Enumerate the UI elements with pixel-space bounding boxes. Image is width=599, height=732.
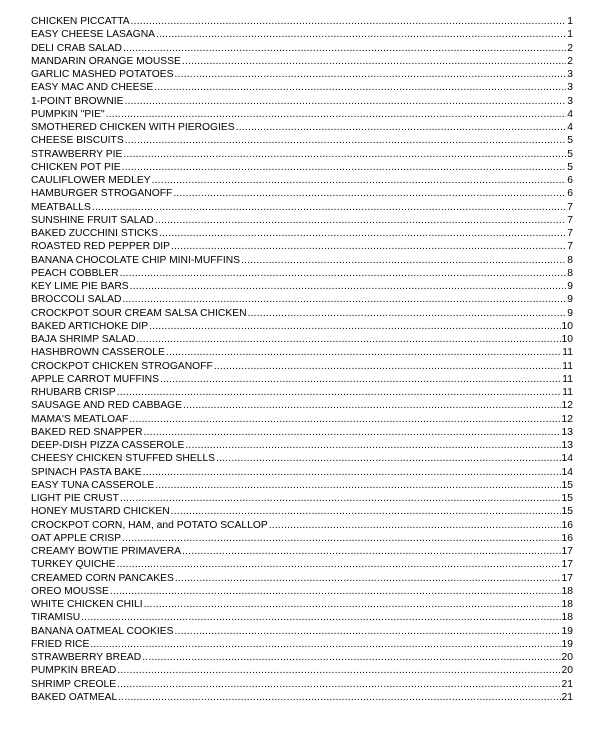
toc-entry-page-number: 12 [561,400,573,412]
toc-entry-page-number: 3 [567,69,573,80]
toc-entry [31,545,573,558]
toc-entry-title: HONEY MUSTARD CHICKEN [31,506,170,518]
toc-entry-title: PUMPKIN BREAD [31,665,117,677]
toc-entry-page-number: 16 [561,519,573,531]
dot-leader [155,479,560,492]
toc-entry-page-number: 18 [561,599,573,610]
dot-leader [110,585,561,598]
toc-entry-title: BANANA OATMEAL COOKIES [31,625,174,637]
toc-entry-title: STRAWBERRY PIE [31,148,123,160]
toc-entry-title: TIRAMISU [31,612,81,624]
toc-entry [31,187,573,200]
toc-entry-title: EASY TUNA CASSEROLE [31,479,155,491]
dot-leader [117,386,562,399]
toc-entry [31,439,573,452]
toc-entry-title: RHUBARB CRISP [31,387,116,398]
toc-entry-page-number: 20 [561,652,573,663]
toc-entry-title: MAMA'S MEATLOAF [31,413,129,425]
dot-leader [120,267,567,280]
dot-leader [155,214,566,227]
toc-entry [31,174,573,187]
toc-entry-page-number: 2 [567,42,573,54]
dot-leader [174,625,560,638]
toc-entry-page-number: 14 [561,466,573,478]
dot-leader [130,280,567,293]
dot-leader [174,68,566,81]
toc-entry-title: CHICKEN POT PIE [31,161,121,173]
dot-leader [122,293,566,306]
toc-entry-title: CROCKPOT SOUR CREAM SALSA CHICKEN [31,307,247,319]
toc-entry [31,611,573,624]
toc-entry [31,638,573,651]
dot-leader [182,545,560,558]
toc-entry-title: EASY MAC AND CHEESE [31,82,154,94]
toc-entry-page-number: 13 [561,426,573,438]
toc-entry-page-number: 15 [561,479,573,491]
toc-entry-title: CAULIFLOWER MEDLEY [31,175,151,186]
toc-entry [31,452,573,465]
toc-entry-title: SMOTHERED CHICKEN WITH PIEROGIES [31,122,235,133]
toc-entry-title: WHITE CHICKEN CHILI [31,599,143,610]
toc-entry-title: OAT APPLE CRISP [31,532,122,544]
toc-entry-title: DEEP-DISH PIZZA CASSEROLE [31,440,185,451]
toc-entry-title: HAMBURGER STROGANOFF [31,188,173,200]
toc-entry-title: CHEESY CHICKEN STUFFED SHELLS [31,453,216,465]
toc-entry [31,413,573,426]
toc-entry-page-number: 8 [567,254,573,266]
toc-entry-title: STRAWBERRY BREAD [31,652,142,663]
toc-entry-page-number: 3 [567,82,573,94]
toc-entry-page-number: 6 [567,188,573,200]
toc-entry [31,214,573,227]
toc-entry-page-number: 7 [567,228,573,239]
toc-entry [31,267,573,280]
dot-leader [241,254,566,267]
dot-leader [160,373,561,386]
dot-leader [144,426,561,439]
toc-entry [31,68,573,81]
toc-entry-page-number: 7 [567,201,573,213]
toc-entry-title: LIGHT PIE CRUST [31,493,119,504]
toc-entry [31,95,573,108]
dot-leader [214,360,562,373]
dot-leader [123,42,566,55]
toc-entry [31,293,573,306]
toc-entry-page-number: 7 [567,214,573,226]
dot-leader [125,134,567,147]
toc-entry [31,519,573,532]
dot-leader [216,452,560,465]
toc-entry-title: MANDARIN ORANGE MOUSSE [31,55,181,67]
toc-entry-page-number: 18 [561,612,573,624]
table-of-contents [31,15,573,704]
toc-entry-page-number: 19 [561,638,573,650]
dot-leader [182,55,566,68]
dot-leader [120,492,561,505]
toc-entry [31,691,573,704]
toc-entry [31,280,573,293]
toc-entry [31,28,573,41]
toc-entry-page-number: 7 [567,241,573,253]
dot-leader [173,187,566,200]
toc-entry [31,651,573,664]
dot-leader [171,240,566,253]
dot-leader [123,148,566,161]
dot-leader [248,307,567,320]
dot-leader [269,519,561,532]
dot-leader [152,174,567,187]
dot-leader [236,121,567,134]
toc-entry [31,201,573,214]
toc-entry-page-number: 16 [561,532,573,544]
toc-entry [31,55,573,68]
toc-entry [31,227,573,240]
toc-entry-title: BAKED RED SNAPPER [31,426,143,438]
dot-leader [183,399,560,412]
toc-entry [31,360,573,373]
toc-entry-page-number: 9 [567,307,573,319]
toc-entry-page-number: 17 [561,559,573,571]
dot-leader [175,572,561,585]
toc-entry-page-number: 4 [567,108,573,120]
dot-leader [171,505,561,518]
toc-entry-title: OREO MOUSSE [31,585,109,597]
toc-entry [31,307,573,320]
toc-entry-title: SUNSHINE FRUIT SALAD [31,214,154,226]
toc-entry-title: BAKED ZUCCHINI STICKS [31,228,159,239]
toc-entry-page-number: 5 [567,148,573,160]
toc-entry-page-number: 13 [561,440,573,451]
toc-entry [31,505,573,518]
toc-entry-page-number: 21 [561,691,573,703]
toc-entry-title: EASY CHEESE LASAGNA [31,29,155,41]
toc-entry-page-number: 9 [567,294,573,306]
toc-entry-title: CHICKEN PICCATTA [31,16,130,27]
toc-entry [31,386,573,399]
toc-entry-page-number: 8 [567,267,573,279]
toc-entry [31,373,573,386]
dot-leader [92,201,566,214]
toc-entry-page-number: 21 [561,678,573,690]
toc-entry-title: BAKED ARTICHOKE DIP [31,320,149,332]
dot-leader [122,161,567,174]
dot-leader [106,108,567,121]
toc-entry-title: SHRIMP CREOLE [31,678,117,690]
toc-entry [31,134,573,147]
toc-entry-title: PEACH COBBLER [31,267,119,279]
toc-entry-page-number: 19 [561,625,573,637]
toc-entry [31,479,573,492]
dot-leader [122,532,560,545]
dot-leader [129,413,560,426]
toc-entry [31,81,573,94]
toc-entry-title: MEATBALLS [31,201,91,213]
toc-entry-page-number: 5 [567,161,573,173]
toc-entry [31,598,573,611]
toc-entry-title: CREAMED CORN PANCAKES [31,572,174,584]
dot-leader [143,466,561,479]
toc-entry [31,585,573,598]
toc-entry-page-number: 17 [561,546,573,557]
toc-entry-page-number: 11 [562,373,573,385]
toc-entry-title: 1-POINT BROWNIE [31,95,124,107]
toc-entry-title: CREAMY BOWTIE PRIMAVERA [31,546,182,557]
toc-entry-page-number: 17 [561,572,573,584]
toc-entry-title: CROCKPOT CORN, HAM, and POTATO SCALLOP [31,519,268,531]
toc-entry [31,492,573,505]
toc-entry-page-number: 2 [567,55,573,67]
toc-entry-page-number: 6 [567,175,573,186]
toc-entry [31,399,573,412]
toc-entry-title: BAJA SHRIMP SALAD [31,334,136,345]
toc-entry-page-number: 20 [561,665,573,677]
toc-entry [31,346,573,359]
toc-entry [31,15,573,28]
dot-leader [166,346,561,359]
toc-entry [31,426,573,439]
dot-leader [159,227,566,240]
toc-entry-page-number: 1 [567,29,573,41]
toc-entry-page-number: 4 [567,122,573,133]
toc-entry-title: BAKED OATMEAL [31,691,118,703]
toc-entry-page-number: 3 [567,95,573,107]
toc-entry-title: DELI CRAB SALAD [31,42,122,54]
toc-entry-title: FRIED RICE [31,638,90,650]
toc-entry-page-number: 18 [561,585,573,597]
dot-leader [149,320,560,333]
dot-leader [117,664,560,677]
dot-leader [125,95,567,108]
toc-entry-title: HASHBROWN CASSEROLE [31,347,165,359]
toc-entry-title: GARLIC MASHED POTATOES [31,69,174,80]
toc-entry [31,161,573,174]
dot-leader [117,678,560,691]
toc-entry-title: CHEESE BISCUITS [31,135,124,147]
toc-entry [31,254,573,267]
toc-entry [31,678,573,691]
dot-leader [142,651,560,664]
toc-entry-page-number: 1 [567,16,573,27]
toc-entry [31,466,573,479]
toc-entry-page-number: 11 [562,360,573,372]
toc-entry [31,121,573,134]
toc-entry [31,625,573,638]
toc-entry [31,108,573,121]
dot-leader [131,15,567,28]
toc-entry-page-number: 9 [567,281,573,292]
toc-entry-page-number: 10 [561,334,573,345]
toc-entry [31,42,573,55]
toc-entry [31,240,573,253]
toc-entry [31,320,573,333]
toc-entry-page-number: 15 [561,506,573,518]
toc-entry [31,664,573,677]
toc-entry-page-number: 12 [561,413,573,425]
dot-leader [156,28,566,41]
dot-leader [144,598,561,611]
toc-entry-page-number: 11 [562,347,573,359]
toc-entry-title: BANANA CHOCOLATE CHIP MINI-MUFFINS [31,254,241,266]
toc-entry [31,148,573,161]
dot-leader [117,558,561,571]
toc-entry-page-number: 11 [562,387,573,398]
toc-entry-page-number: 14 [561,453,573,465]
toc-entry [31,532,573,545]
toc-entry-page-number: 15 [561,493,573,504]
toc-entry [31,558,573,571]
toc-entry-title: CROCKPOT CHICKEN STROGANOFF [31,360,213,372]
toc-entry-title: TURKEY QUICHE [31,559,116,571]
toc-entry-title: APPLE CARROT MUFFINS [31,373,159,385]
toc-entry-title: KEY LIME PIE BARS [31,281,129,292]
toc-entry-title: BROCCOLI SALAD [31,294,122,306]
dot-leader [81,611,560,624]
dot-leader [154,81,566,94]
toc-entry [31,333,573,346]
toc-entry-page-number: 10 [561,320,573,332]
toc-entry-title: SAUSAGE AND RED CABBAGE [31,400,183,412]
dot-leader [118,691,560,704]
toc-entry-title: ROASTED RED PEPPER DIP [31,241,171,253]
toc-entry [31,572,573,585]
toc-entry-page-number: 5 [567,135,573,147]
dot-leader [185,439,560,452]
dot-leader [90,638,560,651]
dot-leader [137,333,561,346]
toc-entry-title: PUMPKIN "PIE" [31,108,105,120]
toc-entry-title: SPINACH PASTA BAKE [31,466,142,478]
